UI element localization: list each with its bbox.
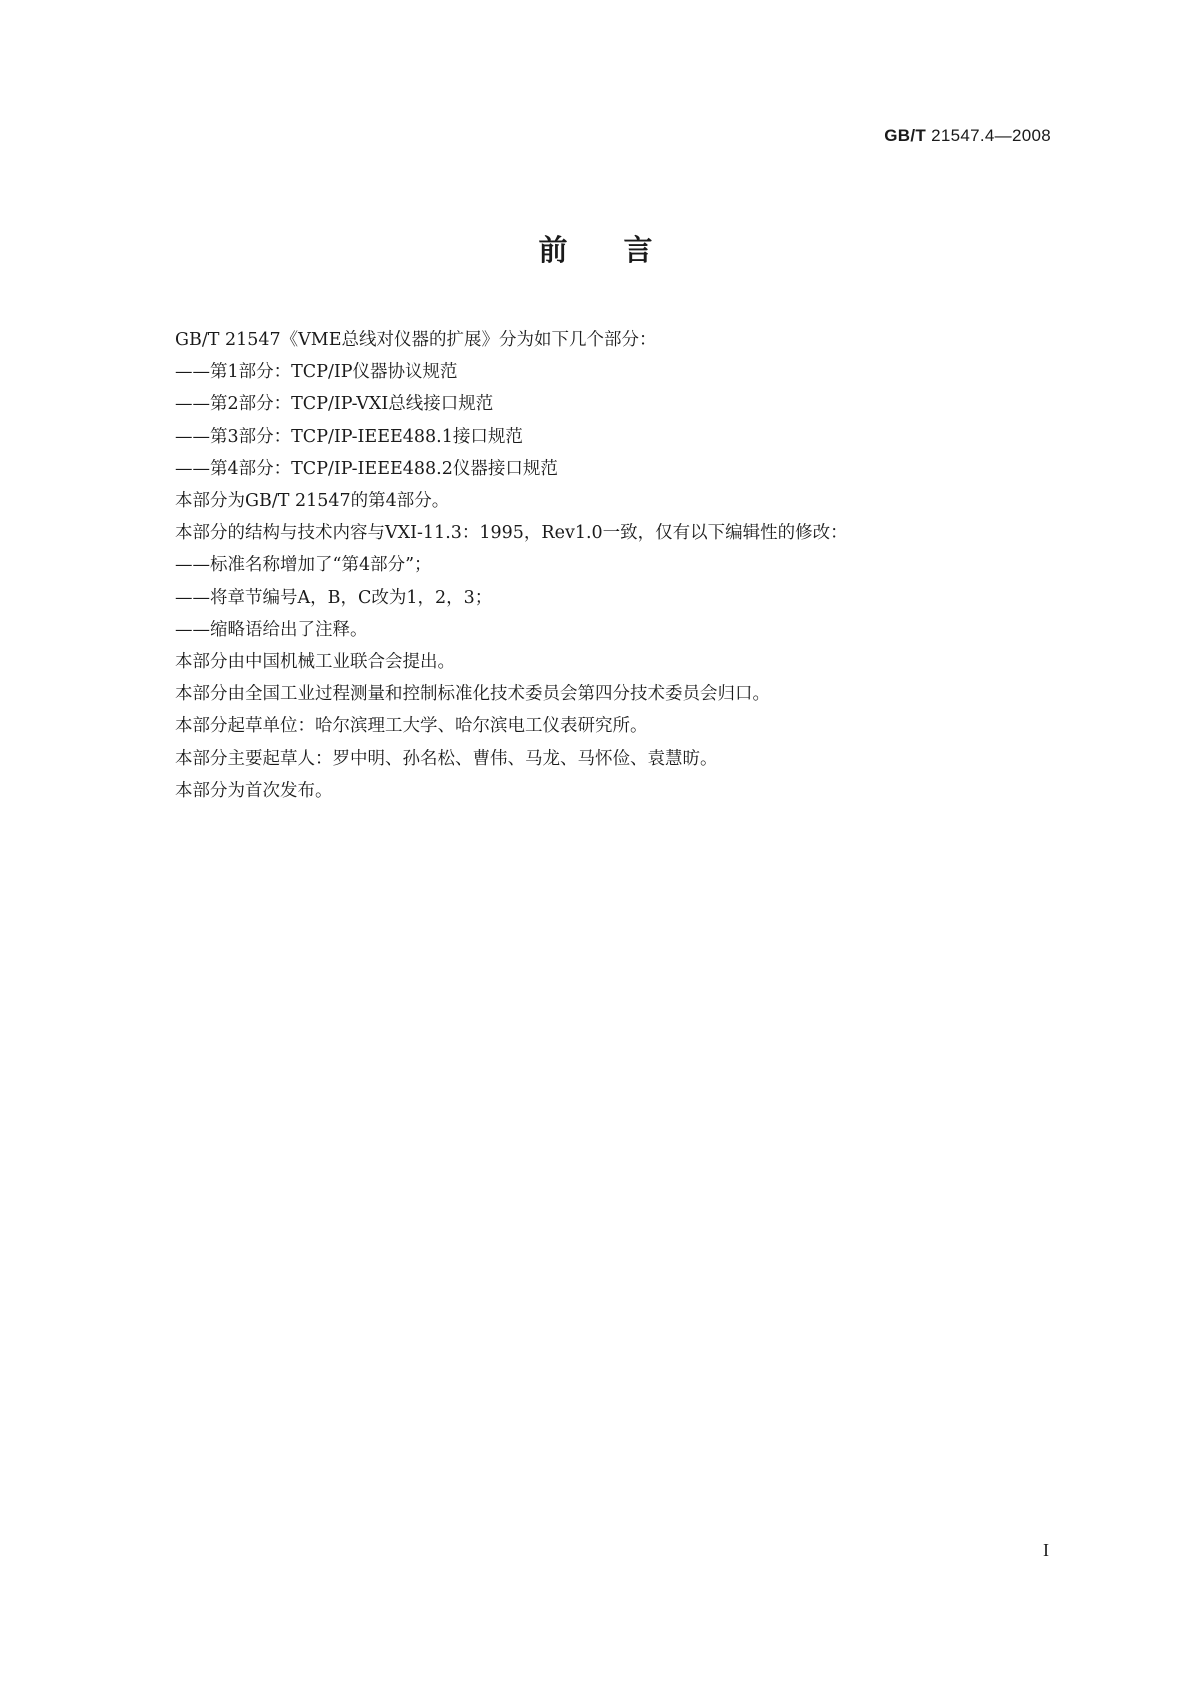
list-item-part-2: ——第2部分：TCP/IP-VXI总线接口规范: [175, 394, 494, 415]
list-item-part-1: ——第1部分：TCP/IP仪器协议规范: [175, 362, 458, 383]
paragraph-under-jurisdiction: 本部分由全国工业过程测量和控制标准化技术委员会第四分技术委员会归口。: [175, 684, 770, 705]
list-item-change-2: ——将章节编号A，B，C改为1，2，3；: [175, 587, 493, 608]
page-number: I: [1043, 1540, 1049, 1560]
standard-number: [884, 126, 1051, 146]
list-item-change-1: ——标准名称增加了“第4部分”；: [175, 555, 432, 576]
foreword-body: [175, 324, 1055, 807]
paragraph-consistency: 本部分的结构与技术内容与VXI-11.3：1995，Rev1.0一致，仅有以下编辑性的修改：: [175, 523, 848, 544]
paragraph-proposed-by: 本部分由中国机械工业联合会提出。: [175, 652, 455, 673]
standard-code: 21547.4—2008: [926, 126, 1051, 145]
paragraph-drafters: 本部分主要起草人：罗中明、孙名松、曹伟、马龙、马怀俭、袁慧昉。: [175, 748, 718, 769]
standard-prefix: GB/T: [884, 126, 927, 145]
list-item-part-4: ——第4部分：TCP/IP-IEEE488.2仪器接口规范: [175, 458, 558, 479]
list-item-change-3: ——缩略语给出了注释。: [175, 619, 368, 640]
paragraph-this-part: 本部分为GB/T 21547的第4部分。: [175, 491, 450, 512]
list-item-part-3: ——第3部分：TCP/IP-IEEE488.1接口规范: [175, 426, 523, 447]
paragraph-first-release: 本部分为首次发布。: [175, 780, 333, 801]
paragraph-drafting-units: 本部分起草单位：哈尔滨理工大学、哈尔滨电工仪表研究所。: [175, 716, 648, 737]
page-title: 前言: [538, 233, 709, 267]
paragraph-parts-intro: GB/T 21547《VME总线对仪器的扩展》分为如下几个部分：: [175, 330, 657, 350]
